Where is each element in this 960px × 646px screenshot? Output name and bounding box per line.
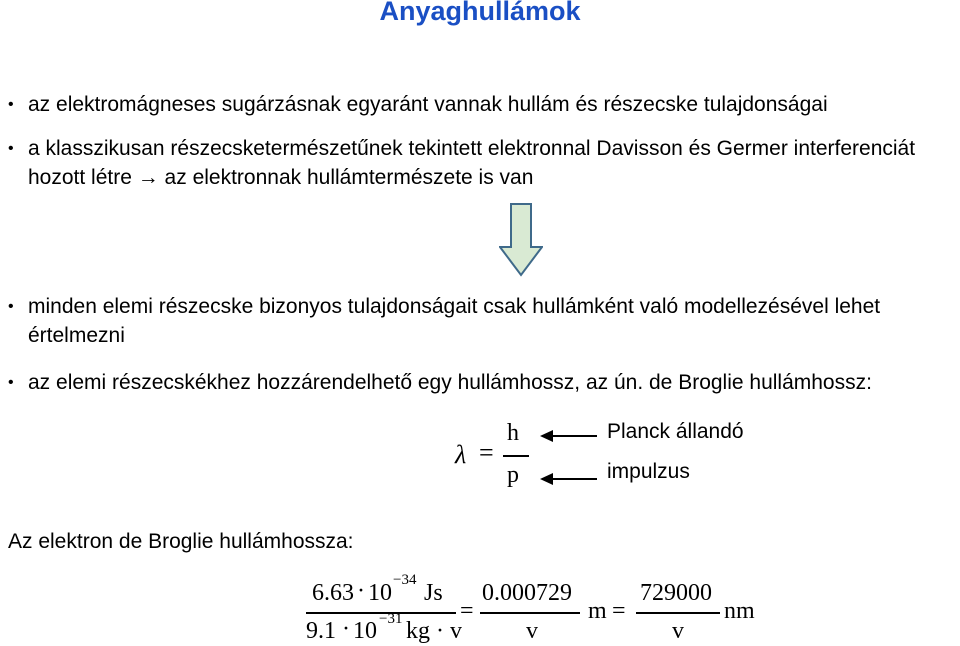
bullet-text: minden elemi részecske bizonyos tulajdonságait csak hullámként való modellezésével lehet értelmezni (28, 295, 881, 347)
bullet-text: a klasszikusan részecsketermészetűnek tekintett elektronnal Davisson és Germer interferenciát hozott létre → az elektronnak hullámtermészete is van (28, 137, 916, 189)
middle-unit: m (588, 598, 607, 624)
multiply-dot: · (342, 616, 350, 642)
denominator-unit: kg · v (406, 618, 462, 644)
bullet-dot: • (8, 298, 14, 315)
bullet-item (8, 292, 958, 350)
electron-heading: Az elektron de Broglie hullámhossza: (8, 530, 354, 553)
bullet-item (8, 134, 958, 192)
numerator-unit: Js (424, 580, 443, 606)
fraction-line (636, 612, 720, 614)
formula-denominator: p (507, 462, 519, 488)
middle-numerator: 0.000729 (482, 580, 572, 606)
denominator-base: 10 (353, 618, 377, 644)
denominator-mantissa: 9.1 (306, 618, 336, 644)
fraction-line (480, 612, 580, 614)
right-unit: nm (724, 598, 755, 624)
numerator-mantissa: 6.63 (312, 580, 354, 606)
bullet-item (8, 368, 958, 397)
equals-sign: = (612, 598, 626, 624)
bullet-dot: • (8, 96, 14, 113)
multiply-dot: · (357, 578, 365, 604)
middle-denominator: v (526, 618, 538, 644)
bullet-dot: • (8, 140, 14, 157)
bullet-item (8, 90, 958, 119)
bullet-text: az elemi részecskékhez hozzárendelhető egy hullámhossz, az ún. de Broglie hullámhossz: (28, 371, 872, 394)
lambda-symbol: λ (455, 440, 467, 469)
left-arrow-icon (540, 429, 598, 443)
bullet-text: az elektromágneses sugárzásnak egyaránt vannak hullám és részecske tulajdonságai (28, 93, 828, 116)
bullet-dot: • (8, 374, 14, 391)
fraction-line (503, 455, 529, 457)
block-down-arrow-icon (499, 203, 543, 277)
momentum-label: impulzus (607, 460, 690, 483)
right-numerator: 729000 (640, 580, 712, 606)
denominator-exponent: −31 (379, 611, 403, 627)
left-arrow-icon (540, 472, 598, 486)
equals-sign: = (460, 598, 474, 624)
formula-numerator: h (507, 420, 519, 446)
page-title: Anyaghullámok (379, 0, 581, 26)
planck-constant-label: Planck állandó (607, 420, 744, 443)
equals-sign: = (479, 438, 494, 467)
numerator-exponent: −34 (393, 572, 417, 588)
right-denominator: v (672, 618, 684, 644)
numerator-base: 10 (368, 580, 392, 606)
electron-wavelength-formula (300, 568, 760, 646)
